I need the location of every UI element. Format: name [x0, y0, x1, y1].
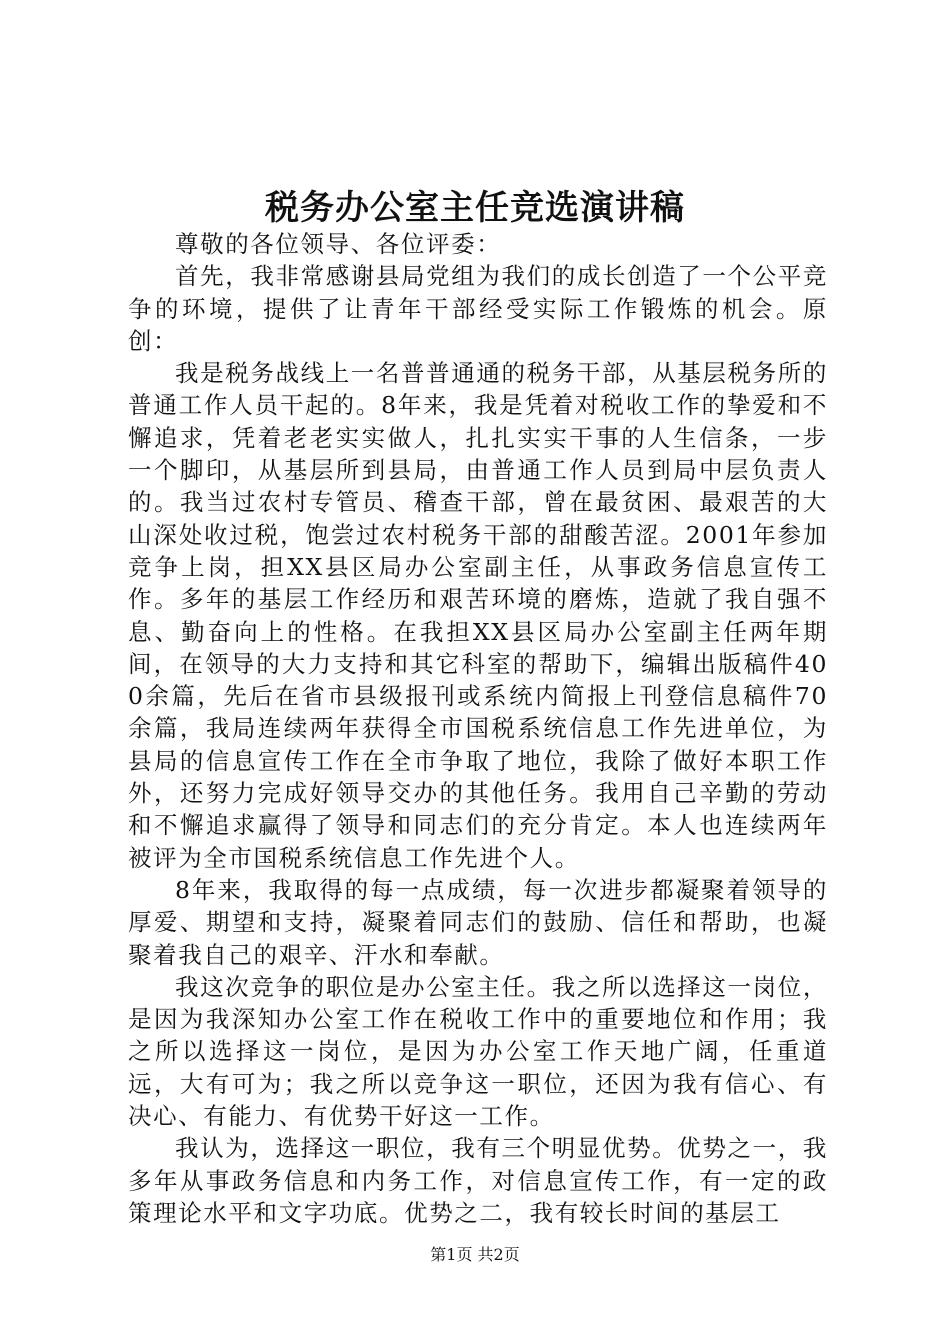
body-paragraph: 首先，我非常感谢县局党组为我们的成长创造了一个公平竞争的环境，提供了让青年干部经受实际工作锻炼的机会。原创：	[128, 262, 828, 355]
document-title: 税务办公室主任竞选演讲稿	[265, 188, 685, 228]
body-paragraph: 我是税务战线上一名普普通通的税务干部，从基层税务所的普通工作人员干起的。8年来，我是凭着对税收工作的挚爱和不懈追求，凭着老老实实做人，扎扎实实干事的人生信条，一步一个脚印，从基层所到县局，由普通工作人员到局中层负责人的。我当过农村专管员、稽查干部，曾在最贫困、最艰苦的大山深处收过税，饱尝过农村税务干部的甜酸苦涩。2001年参加竞争上岗，担XX县区局办公室副主任，从事政务信息宣传工作。多年的基层工作经历和艰苦环境的磨炼，造就了我自强不息、勤奋向上的性格。在我担XX县区局办公室副主任两年期间，在领导的大力支持和其它科室的帮助下，编辑出版稿件400余篇，先后在省市县级报刊或系统内简报上刊登信息稿件70余篇，我局连续两年获得全市国税系统信息工作先进单位，为县局的信息宣传工作在全市争取了地位，我除了做好本职工作外，还努力完成好领导交办的其他任务。我用自己辛勤的劳动和不懈追求赢得了领导和同志们的充分肯定。本人也连续两年被评为全市国税系统信息工作先进个人。	[128, 359, 828, 872]
document-body	[128, 228, 828, 1229]
body-paragraph: 我这次竞争的职位是办公室主任。我之所以选择这一岗位，是因为我深知办公室工作在税收工作中的重要地位和作用；我之所以选择这一岗位，是因为办公室工作天地广阔，任重道远，大有可为；我之所以竞争这一职位，还因为我有信心、有决心、有能力、有优势干好这一工作。	[128, 972, 828, 1131]
body-paragraph: 我认为，选择这一职位，我有三个明显优势。优势之一，我多年从事政务信息和内务工作，对信息宣传工作，有一定的政策理论水平和文字功底。优势之二，我有较长时间的基层工	[128, 1134, 828, 1227]
body-paragraph: 8年来，我取得的每一点成绩，每一次进步都凝聚着领导的厚爱、期望和支持，凝聚着同志们的鼓励、信任和帮助，也凝聚着我自己的艰辛、汗水和奉献。	[128, 875, 828, 969]
page-footer: 第1页 共2页	[430, 1245, 520, 1264]
salutation-paragraph: 尊敬的各位领导、各位评委：	[175, 230, 502, 258]
